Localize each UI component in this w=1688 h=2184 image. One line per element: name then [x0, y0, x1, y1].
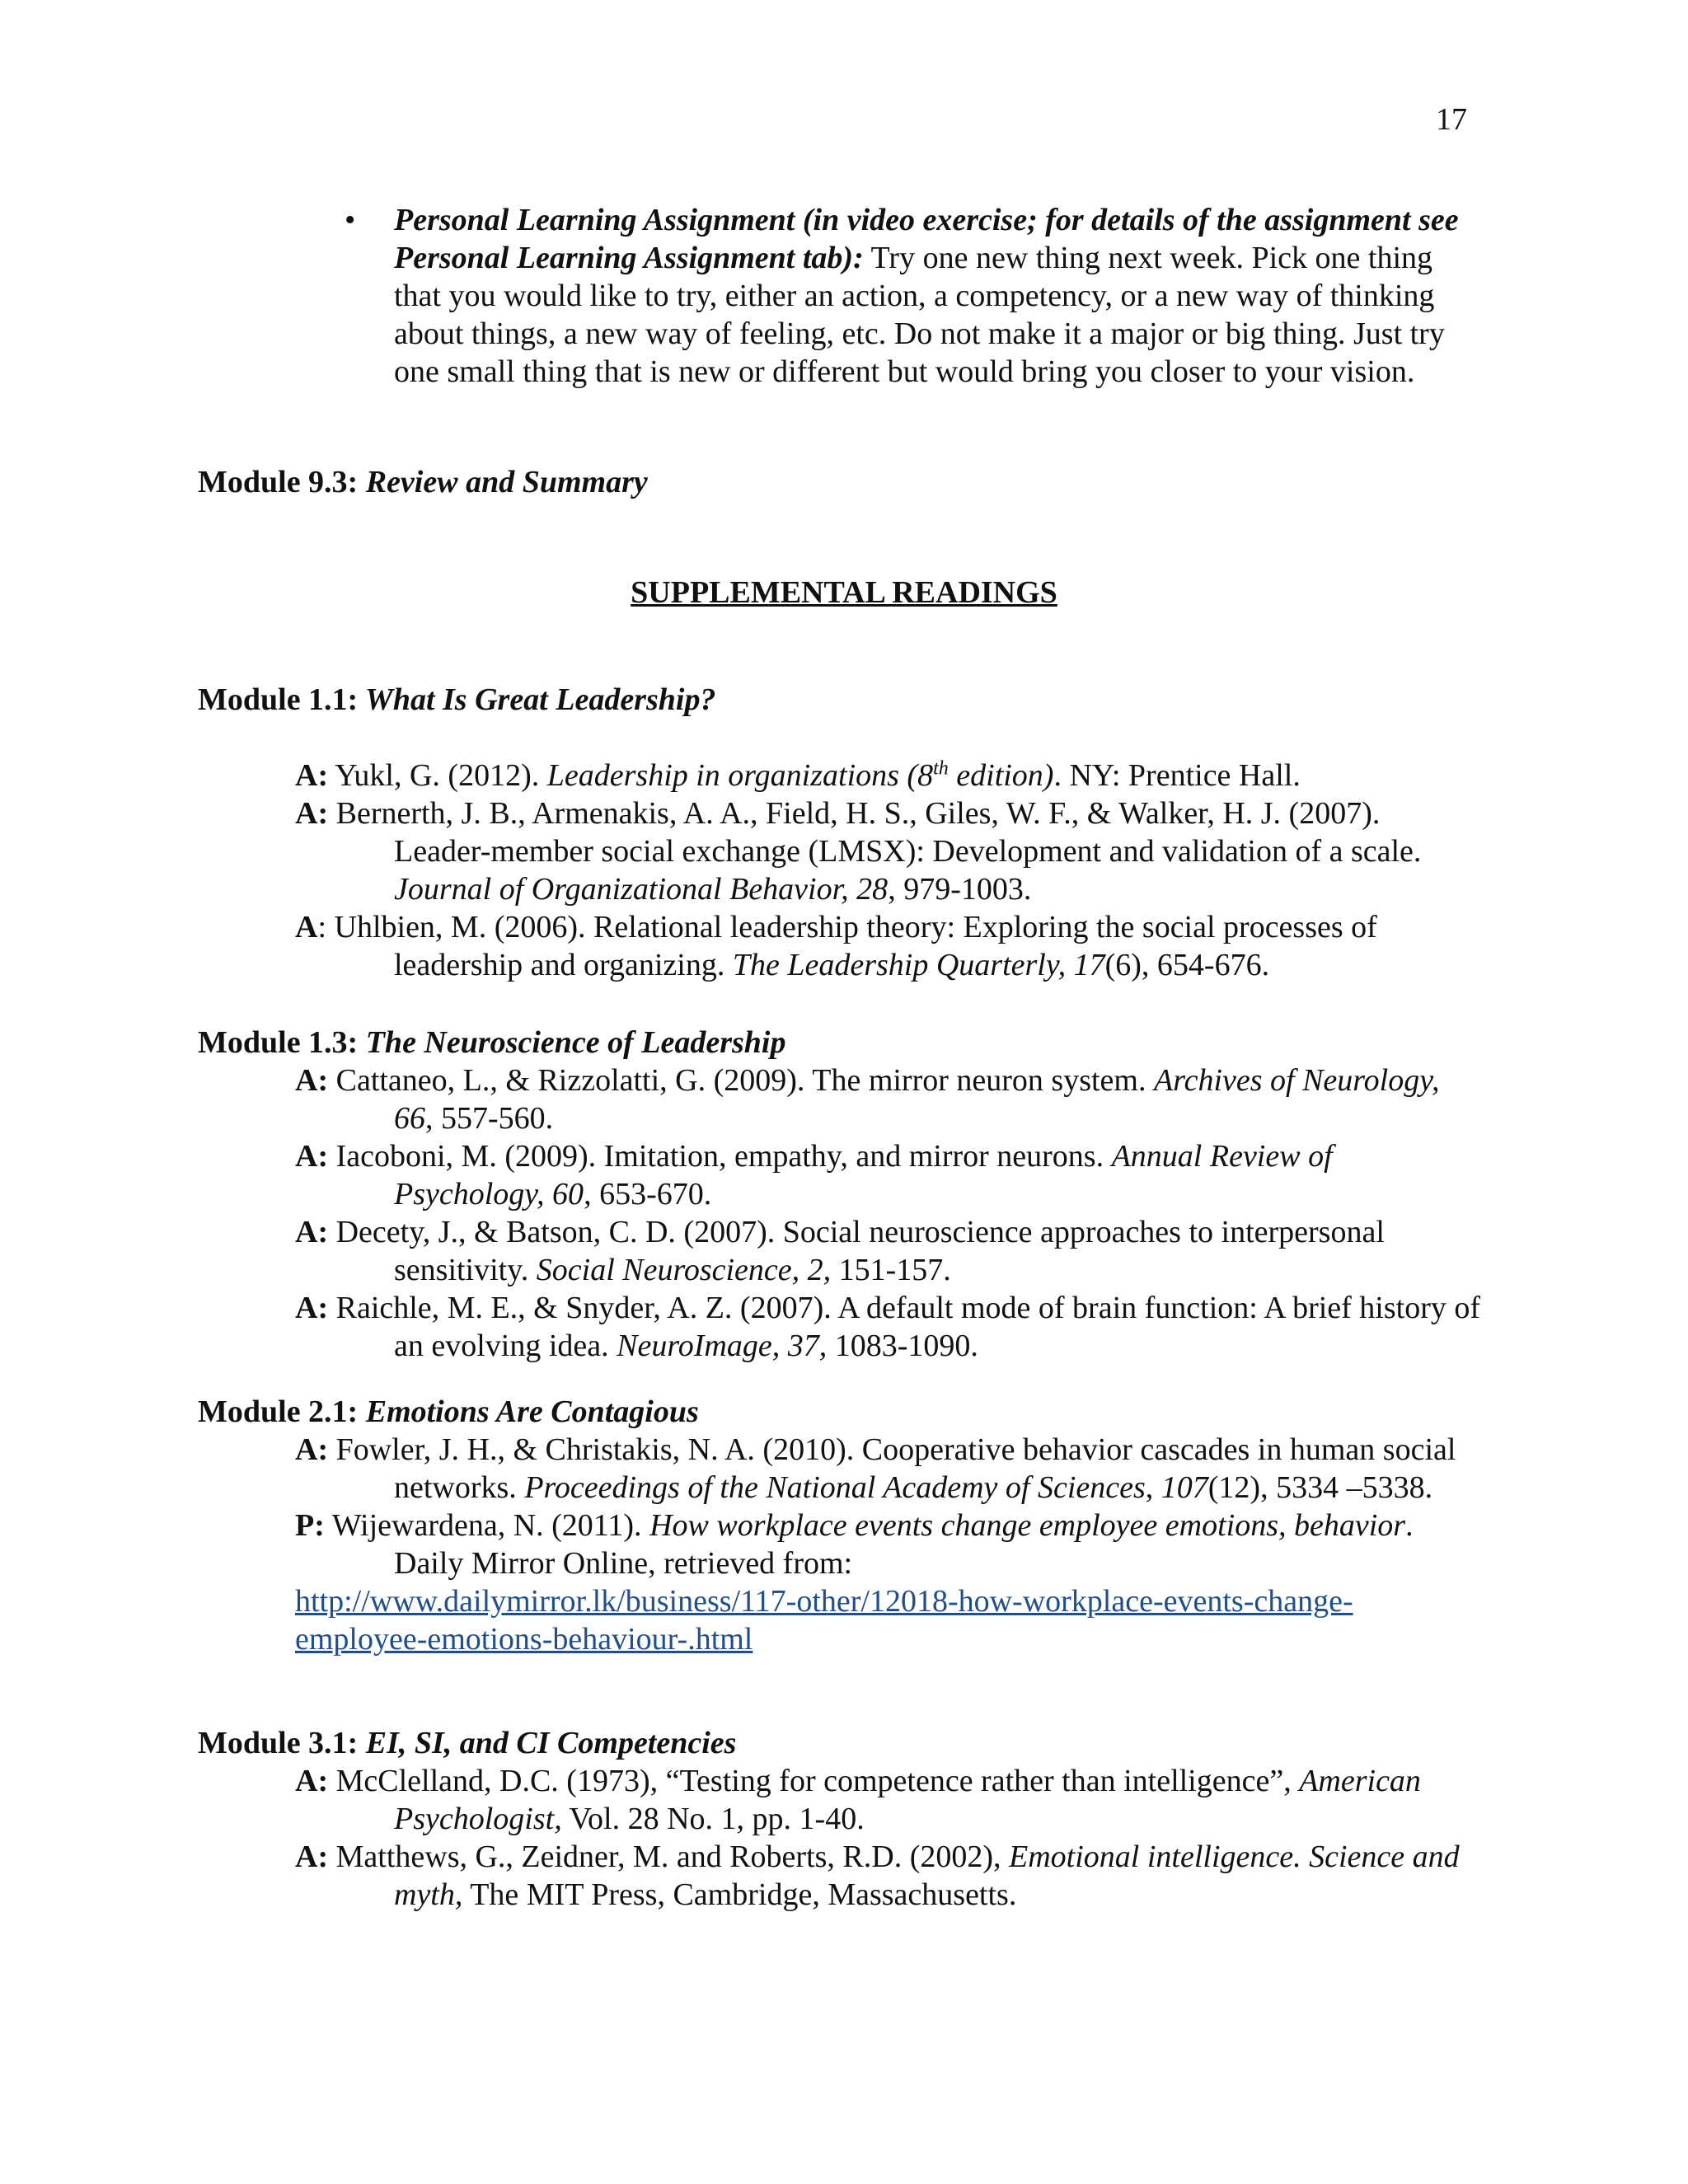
assignment-bullet: [345, 201, 1482, 391]
reference-text: : Uhlbien, M. (2006). Relational leadership theory: Exploring the social processes of leadership and organizing.: [317, 910, 1377, 982]
reference-italic: Social Neuroscience, 2,: [536, 1253, 832, 1287]
url-line-2[interactable]: employee-emotions-behaviour-.html: [295, 1622, 753, 1657]
reference-item: [295, 1431, 1482, 1507]
url-line-1[interactable]: http://www.dailymirror.lk/business/117-other/12018-how-workplace-events-change-: [295, 1584, 1353, 1619]
module-title: The Neuroscience of Leadership: [358, 1025, 786, 1060]
reference-item: [295, 1289, 1482, 1365]
reference-text: Bernerth, J. B., Armenakis, A. A., Field, H. S., Giles, W. F., & Walker, H. J. (2007). Leader-member social exchange (LMSX): Development and validation of a scale.: [328, 796, 1422, 869]
module-3-1-references: [295, 1762, 1482, 1914]
reference-tag: A:: [295, 1063, 329, 1098]
reference-item: [295, 1507, 1482, 1582]
reference-text: Raichle, M. E., & Snyder, A. Z. (2007). A default mode of brain function: A brief history of an evolving idea.: [328, 1291, 1481, 1363]
reference-text: , 653-670.: [584, 1177, 712, 1212]
reference-text: ,: [1145, 1470, 1161, 1505]
reference-text: McClelland, D.C. (1973), “Testing for competence rather than intelligence”,: [328, 1764, 1300, 1798]
module-9-3-heading: [198, 463, 648, 501]
supplemental-readings-title: SUPPLEMENTAL READINGS: [631, 575, 1057, 610]
reference-url-link[interactable]: [295, 1582, 1482, 1658]
reference-tag: A:: [295, 1764, 329, 1798]
reference-item: [295, 1137, 1482, 1213]
reference-italic: Archives of Neurology, 66: [394, 1063, 1440, 1136]
reference-tag: A:: [295, 758, 329, 793]
module-prefix: Module 9.3:: [198, 465, 359, 499]
module-prefix: Module 2.1:: [198, 1394, 359, 1429]
reference-text: The MIT Press, Cambridge, Massachusetts.: [462, 1877, 1017, 1912]
reference-item: [295, 908, 1482, 984]
reference-text: (6), 654-676.: [1104, 948, 1270, 982]
module-3-1-heading: [198, 1724, 736, 1762]
reference-tag: P:: [295, 1508, 325, 1543]
reference-text: . NY: Prentice Hall.: [1053, 758, 1301, 793]
module-title: EI, SI, and CI Competencies: [358, 1726, 737, 1760]
module-prefix: Module 1.1:: [198, 682, 359, 717]
reference-superscript: th: [933, 757, 949, 780]
reference-text: Decety, J., & Batson, C. D. (2007). Social neuroscience approaches to interpersonal sensitivity.: [328, 1215, 1385, 1287]
module-prefix: Module 1.3:: [198, 1025, 359, 1060]
reference-text: Cattaneo, L., & Rizzolatti, G. (2009). The mirror neuron system.: [328, 1063, 1154, 1098]
module-prefix: Module 3.1:: [198, 1726, 359, 1760]
reference-tag: A:: [295, 1291, 329, 1325]
reference-italic: Proceedings of the National Academy of Sciences: [524, 1470, 1146, 1505]
reference-tag: A:: [295, 1840, 329, 1874]
module-title: What Is Great Leadership?: [358, 682, 716, 717]
reference-italic: American Psychologist,: [394, 1764, 1421, 1836]
module-title: Emotions Are Contagious: [358, 1394, 699, 1429]
reference-item: [295, 794, 1482, 908]
reference-text: . Daily Mirror Online, retrieved from:: [394, 1508, 1414, 1581]
module-title: Review and Summary: [358, 465, 648, 499]
page-number: 17: [1436, 102, 1467, 137]
reference-text: 1083-1090.: [827, 1329, 978, 1363]
reference-italic: Journal of Organizational Behavior, 28: [394, 872, 889, 907]
bullet-dot: •: [345, 203, 356, 237]
module-2-1-references: [295, 1431, 1482, 1658]
reference-tag: A: [295, 910, 318, 944]
reference-italic: How workplace events change employee emotions, behavior: [649, 1508, 1406, 1543]
reference-item: [295, 1762, 1482, 1838]
reference-tag: A:: [295, 1139, 329, 1174]
reference-italic: NeuroImage, 37,: [617, 1329, 828, 1363]
reference-italic: The Leadership Quarterly, 17: [732, 948, 1105, 982]
reference-tag: A:: [295, 796, 329, 831]
module-1-1-heading: [198, 681, 715, 719]
module-1-3-references: [295, 1062, 1482, 1365]
reference-text: 151-157.: [831, 1253, 951, 1287]
reference-italic: Emotional intelligence. Science and myth,: [394, 1840, 1460, 1912]
reference-italic: edition): [948, 758, 1054, 793]
reference-text: , 557-560.: [425, 1101, 554, 1136]
reference-italic: Leadership in organizations (8: [546, 758, 934, 793]
reference-text: Matthews, G., Zeidner, M. and Roberts, R.D. (2002),: [328, 1840, 1010, 1874]
reference-item: [295, 1838, 1482, 1914]
module-1-3-heading: [198, 1024, 785, 1062]
reference-text: Vol. 28 No. 1, pp. 1-40.: [561, 1802, 865, 1836]
reference-text: Fowler, J. H., & Christakis, N. A. (2010). Cooperative behavior cascades in human social networks.: [328, 1432, 1456, 1505]
reference-item: [295, 1213, 1482, 1289]
reference-text: Wijewardena, N. (2011).: [324, 1508, 650, 1543]
reference-italic: 107: [1160, 1470, 1208, 1505]
module-1-1-references: [295, 757, 1482, 984]
reference-item: [295, 757, 1482, 794]
bullet-text: [394, 201, 1482, 391]
reference-tag: A:: [295, 1215, 329, 1249]
bullet-body: Try one new thing next week. Pick one thing that you would like to try, either an action, a competency, or a new way of thinking about things, a new way of feeling, etc. Do not make it a major or big thing. Just try one small thing that is new or different but would bring you closer to your vision.: [394, 241, 1445, 389]
module-2-1-heading: [198, 1393, 699, 1431]
reference-tag: A:: [295, 1432, 329, 1467]
reference-text: , 979-1003.: [888, 872, 1032, 907]
bullet-label: Personal Learning Assignment (in video exercise; for details of the assignment see Personal Learning Assignment tab):: [394, 203, 1459, 275]
reference-text: Iacoboni, M. (2009). Imitation, empathy, and mirror neurons.: [328, 1139, 1112, 1174]
reference-italic: Annual Review of Psychology, 60: [394, 1139, 1333, 1212]
reference-text: Yukl, G. (2012).: [328, 758, 547, 793]
reference-item: [295, 1062, 1482, 1137]
reference-text: (12), 5334 –5338.: [1207, 1470, 1433, 1505]
